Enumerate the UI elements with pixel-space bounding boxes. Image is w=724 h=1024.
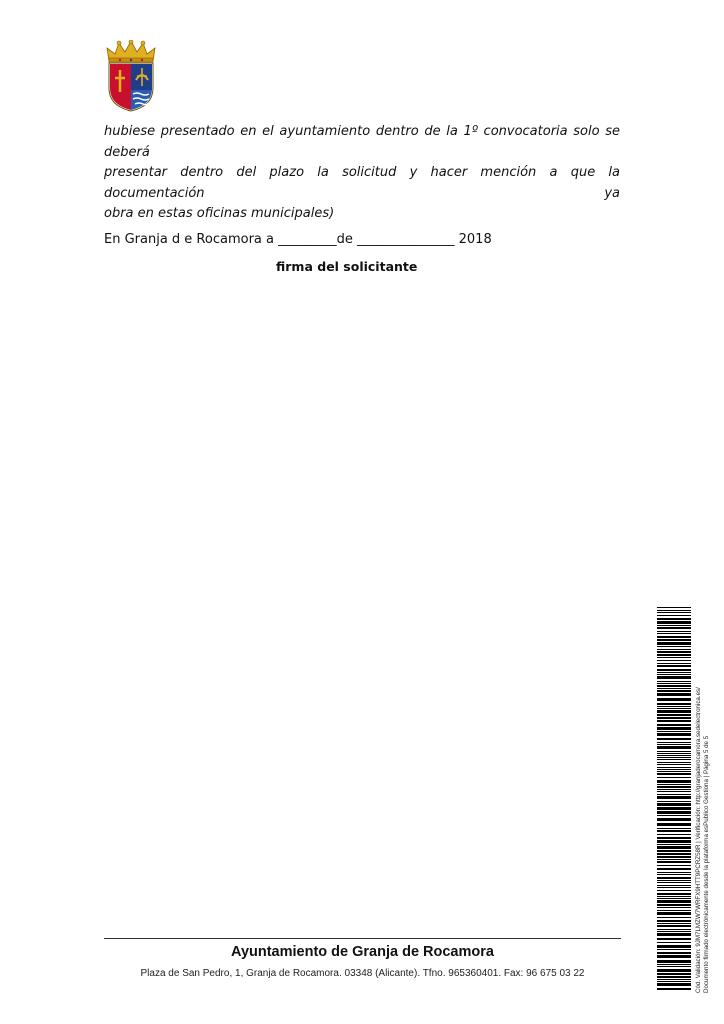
paragraph-line: obra en estas oficinas municipales) xyxy=(104,206,335,221)
footer-address: Plaza de San Pedro, 1, Granja de Rocamora. 03348 (Alicante). Tfno. 965360401. Fax: 96 675 03 22 xyxy=(140,968,585,979)
verification-text xyxy=(695,613,712,993)
paragraph-line: hubiese presentado en el ayuntamiento dentro de la 1º convocatoria solo se deberá xyxy=(104,124,620,160)
body-paragraph xyxy=(104,122,620,225)
verification-signature-line: Documento firmado electrónicamente desde la plataforma esPublico Gestiona | Página 5 de 5 xyxy=(703,735,711,993)
signature-label: firma del solicitante xyxy=(276,259,418,274)
footer-title: Ayuntamiento de Granja de Rocamora xyxy=(231,944,494,960)
barcode-icon xyxy=(657,607,691,991)
footer-divider xyxy=(104,938,621,939)
place-date-line: En Granja d e Rocamora a _________de _______________ 2018 xyxy=(104,232,492,247)
paragraph-line: presentar dentro del plazo la solicitud y hacer mención a que la documentación ya xyxy=(104,165,620,201)
verification-code-line: Cód. Validación: 9JM7LMZW7WRFX9HTT9PCRZ58R | Verificación: http://granjaderocamora.sedelectronica.es/ xyxy=(695,687,702,993)
coat-of-arms-icon xyxy=(104,40,158,112)
